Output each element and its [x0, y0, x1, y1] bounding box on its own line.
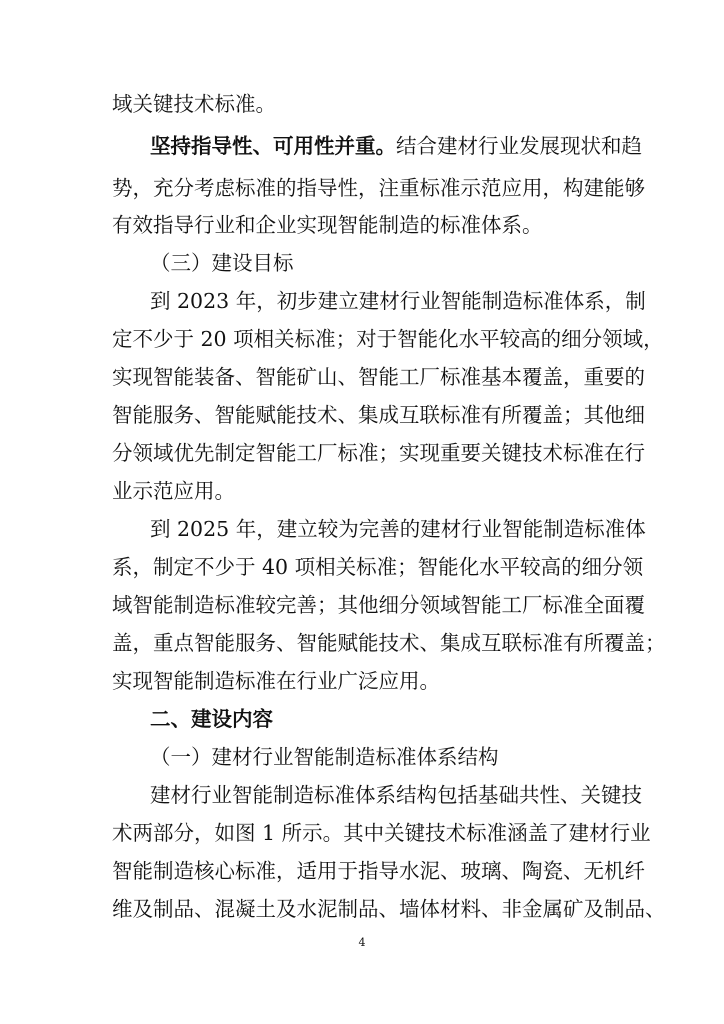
paragraph-line: 到 2025 年，建立较为完善的建材行业智能制造标准体: [150, 517, 646, 541]
paragraph-line: 术两部分，如图 1 所示。其中关键技术标准涵盖了建材行业: [112, 821, 651, 845]
paragraph-line: 智能服务、智能赋能技术、集成互联标准有所覆盖；其他细: [112, 403, 645, 427]
principle-heading: 坚持指导性、可用性并重。: [150, 134, 396, 158]
page-number: 4: [358, 936, 366, 949]
paragraph-line: 维及制品、混凝土及水泥制品、墙体材料、非金属矿及制品、: [112, 897, 666, 921]
paragraph-text: 结合建材行业发展现状和趋: [396, 134, 642, 158]
section-heading-2: 二、建设内容: [150, 707, 273, 731]
paragraph-line: 建材行业智能制造标准体系结构包括基础共性、关键技: [150, 783, 642, 807]
paragraph-line: 实现智能制造标准在行业广泛应用。: [112, 669, 440, 693]
paragraph-line: 域关键技术标准。: [112, 92, 276, 116]
paragraph-line: 智能制造核心标准，适用于指导水泥、玻璃、陶瓷、无机纤: [112, 859, 645, 883]
section-heading-3: （一）建材行业智能制造标准体系结构: [150, 745, 499, 769]
paragraph-line: 定不少于 20 项相关标准；对于智能化水平较高的细分领域，: [112, 327, 664, 351]
paragraph-line: 到 2023 年，初步建立建材行业智能制造标准体系，制: [150, 289, 646, 313]
paragraph-line: 有效指导行业和企业实现智能制造的标准体系。: [112, 213, 543, 237]
principle-paragraph: [150, 132, 642, 160]
paragraph-line: 分领域优先制定智能工厂标准；实现重要关键技术标准在行: [112, 441, 645, 465]
paragraph-line: 盖，重点智能服务、智能赋能技术、集成互联标准有所覆盖；: [112, 631, 666, 655]
paragraph-line: 业示范应用。: [112, 479, 235, 503]
paragraph-line: 势，充分考虑标准的指导性，注重标准示范应用，构建能够: [112, 176, 645, 200]
paragraph-line: 系，制定不少于 40 项相关标准；智能化水平较高的细分领: [112, 555, 644, 579]
paragraph-line: 实现智能装备、智能矿山、智能工厂标准基本覆盖，重要的: [112, 365, 645, 389]
paragraph-line: 域智能制造标准较完善；其他细分领域智能工厂标准全面覆: [112, 593, 645, 617]
section-heading-3: （三）建设目标: [150, 251, 294, 275]
